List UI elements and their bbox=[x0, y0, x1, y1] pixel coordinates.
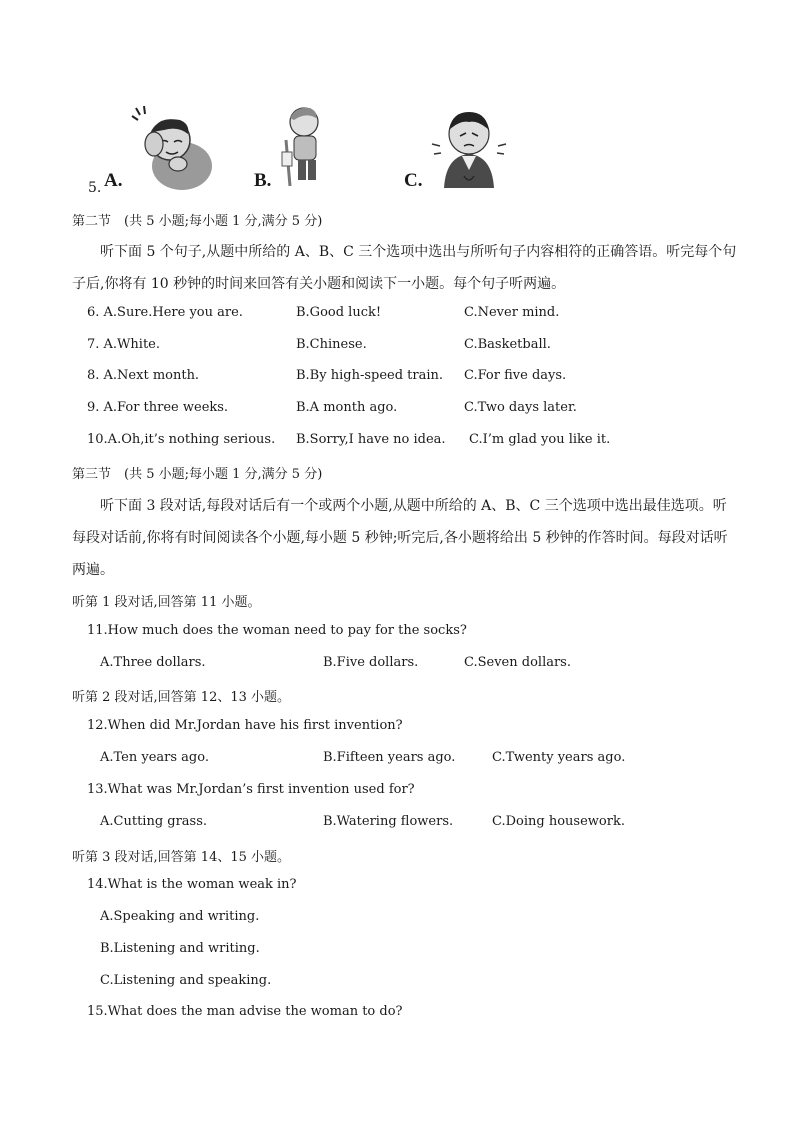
section2-instruction-line1: 听下面 5 个句子,从题中所给的 A、B、C 三个选项中选出与所听句子内容相符的正确答语。听完每个句 bbox=[100, 244, 737, 260]
q9-option-c[interactable]: C.Two days later. bbox=[464, 400, 577, 415]
q9-option-b[interactable]: B.A month ago. bbox=[296, 400, 398, 415]
q12-stem: 12.When did Mr.Jordan have his first invention? bbox=[87, 718, 403, 733]
q10-option-a[interactable]: 10.A.Oh,it’s nothing serious. bbox=[87, 432, 276, 447]
q8-option-b[interactable]: B.By high-speed train. bbox=[296, 368, 444, 383]
q7-option-c[interactable]: C.Basketball. bbox=[464, 337, 551, 352]
q13-option-b[interactable]: B.Watering flowers. bbox=[323, 814, 454, 829]
section3-instruction-line2: 每段对话前,你将有时间阅读各个小题,每小题 5 秒钟;听完后,各小题将给出 5 秒钟的作答时间。每段对话听 bbox=[72, 530, 728, 546]
q11-stem: 11.How much does the woman need to pay for the socks? bbox=[87, 623, 467, 638]
q10-option-b[interactable]: B.Sorry,I have no idea. bbox=[296, 432, 446, 447]
q9-option-a[interactable]: 9. A.For three weeks. bbox=[87, 400, 229, 415]
q12-option-b[interactable]: B.Fifteen years ago. bbox=[323, 750, 456, 765]
q10-option-c[interactable]: C.I’m glad you like it. bbox=[469, 432, 611, 447]
q14-stem: 14.What is the woman weak in? bbox=[87, 877, 297, 892]
sick-boy-icon bbox=[428, 104, 510, 190]
dialog1-heading: 听第 1 段对话,回答第 11 小题。 bbox=[72, 595, 261, 610]
q11-option-c[interactable]: C.Seven dollars. bbox=[464, 655, 571, 670]
q14-option-b[interactable]: B.Listening and writing. bbox=[100, 941, 260, 956]
q5-option-c-label: C. bbox=[404, 170, 423, 191]
q11-option-b[interactable]: B.Five dollars. bbox=[323, 655, 419, 670]
q14-option-a[interactable]: A.Speaking and writing. bbox=[100, 909, 260, 924]
q13-stem: 13.What was Mr.Jordan’s first invention used for? bbox=[87, 782, 415, 797]
q11-option-a[interactable]: A.Three dollars. bbox=[100, 655, 206, 670]
q15-stem: 15.What does the man advise the woman to do? bbox=[87, 1004, 403, 1019]
headache-man-icon bbox=[124, 104, 216, 190]
q7-option-a[interactable]: 7. A.White. bbox=[87, 337, 160, 352]
q6-option-c[interactable]: C.Never mind. bbox=[464, 305, 560, 320]
q12-option-a[interactable]: A.Ten years ago. bbox=[100, 750, 209, 765]
boy-with-crutch-icon bbox=[276, 104, 338, 190]
q8-option-c[interactable]: C.For five days. bbox=[464, 368, 567, 383]
q6-option-a[interactable]: 6. A.Sure.Here you are. bbox=[87, 305, 243, 320]
section2-instruction-line2: 子后,你将有 10 秒钟的时间来回答有关小题和阅读下一小题。每个句子听两遍。 bbox=[72, 276, 566, 292]
q8-option-a[interactable]: 8. A.Next month. bbox=[87, 368, 200, 383]
dialog3-heading: 听第 3 段对话,回答第 14、15 小题。 bbox=[72, 850, 291, 865]
section2-heading: 第二节 (共 5 小题;每小题 1 分,满分 5 分) bbox=[72, 214, 323, 229]
dialog2-heading: 听第 2 段对话,回答第 12、13 小题。 bbox=[72, 690, 291, 705]
q5-option-a-label: A. bbox=[104, 170, 123, 191]
q6-option-b[interactable]: B.Good luck! bbox=[296, 305, 382, 320]
q13-option-a[interactable]: A.Cutting grass. bbox=[100, 814, 208, 829]
q5-option-b-label: B. bbox=[254, 170, 272, 191]
q14-option-c[interactable]: C.Listening and speaking. bbox=[100, 973, 272, 988]
section3-instruction-line1: 听下面 3 段对话,每段对话后有一个或两个小题,从题中所给的 A、B、C 三个选项中选出最佳选项。听 bbox=[100, 498, 727, 514]
q7-option-b[interactable]: B.Chinese. bbox=[296, 337, 367, 352]
q12-option-c[interactable]: C.Twenty years ago. bbox=[492, 750, 626, 765]
q5-number: 5. bbox=[88, 180, 102, 196]
section3-heading: 第三节 (共 5 小题;每小题 1 分,满分 5 分) bbox=[72, 467, 323, 482]
q13-option-c[interactable]: C.Doing housework. bbox=[492, 814, 625, 829]
section3-instruction-line3: 两遍。 bbox=[72, 562, 114, 578]
